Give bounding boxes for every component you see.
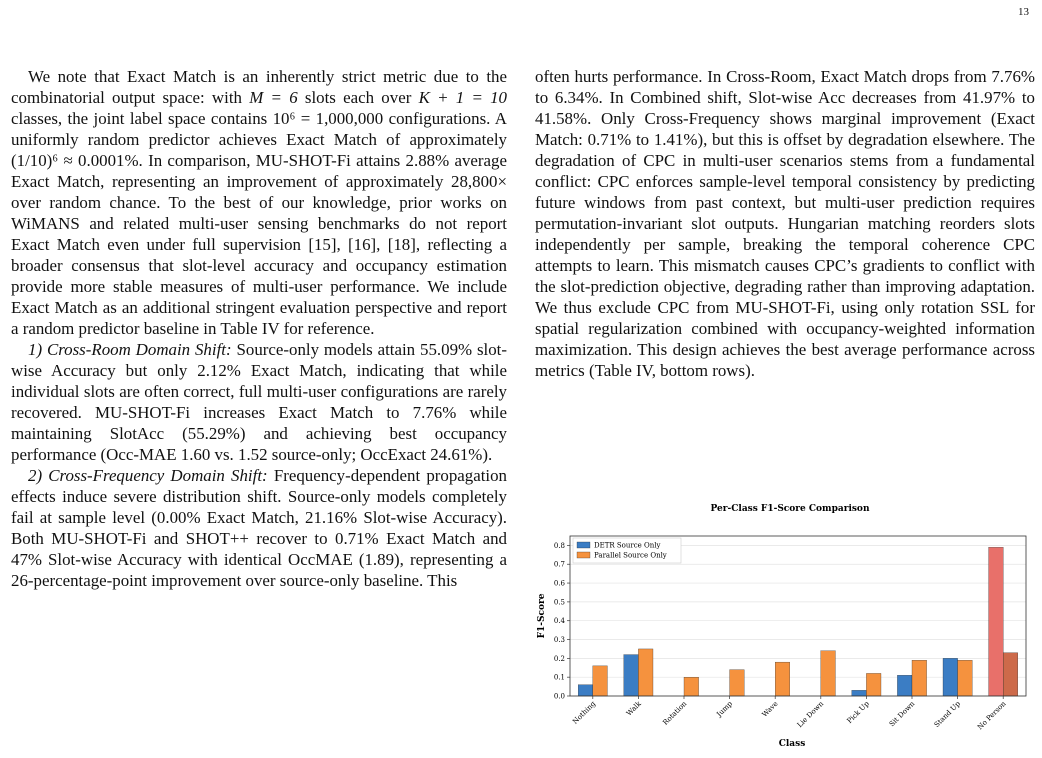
- x-tick-label: Lie Down: [795, 699, 826, 730]
- subsection-title-cross-frequency: 2) Cross-Frequency Domain Shift:: [28, 466, 268, 485]
- y-tick-label: 0.2: [553, 654, 565, 663]
- right-column: [535, 66, 1035, 381]
- chart-svg: [536, 498, 1036, 748]
- bar-detr: [624, 655, 639, 696]
- chart-title: Per-Class F1-Score Comparison: [710, 504, 870, 514]
- x-tick-label: Sit Down: [887, 699, 917, 729]
- y-tick-label: 0.7: [553, 560, 565, 569]
- bar-detr: [852, 690, 867, 696]
- bar-detr: [989, 547, 1004, 696]
- legend-swatch: [577, 542, 590, 548]
- chart-y-ticks: [554, 542, 570, 701]
- y-tick-label: 0.8: [553, 541, 565, 550]
- paragraph-cross-room: 1) Cross-Room Domain Shift: Source-only models attain 55.09% slot-wise Accuracy but only 2.12% Exact Match, indicating that while individual slots are often correct, full multi-user configurations are rarely recovered. MU-SHOT-Fi increases Exact Match to 7.76% while maintaining SlotAcc (55.29%) and achieving best occupancy performance (Occ-MAE 1.60 vs. 1.52 source-only; OccExact 24.61%).: [11, 340, 507, 464]
- y-tick-label: 0.5: [553, 598, 565, 607]
- x-tick-label: Stand Up: [932, 699, 963, 730]
- bar-parallel: [912, 660, 927, 696]
- bar-parallel: [593, 666, 608, 696]
- chart-x-axis-label: Class: [778, 739, 806, 749]
- page-number: 13: [1018, 6, 1029, 18]
- y-tick-label: 0.3: [553, 636, 565, 645]
- paragraph-exact-match: We note that Exact Match is an inherently strict metric due to the combinatorial output space: with M = 6 slots each over K + 1 = 10 classes, the joint label space contains 10⁶ = 1,000,000 configurations. A uniformly random predictor achieves Exact Match of approximately (1/10)⁶ ≈ 0.0001%. In comparison, MU-SHOT-Fi attains 2.88% average Exact Match, representing an improvement of approximately 28,800× over random chance. To the best of our knowledge, prior works on WiMANS and related multi-user sensing benchmarks do not report Exact Match even under full supervision [15], [16], [18], reflecting a broader consensus that slot-level accuracy and occupancy estimation provide more stable measures of multi-user performance. We include Exact Match as an additional stringent evaluation perspective and report a random predictor baseline in Table IV for reference.: [11, 67, 507, 338]
- bar-parallel: [958, 660, 973, 696]
- y-tick-label: 0.1: [553, 673, 565, 682]
- bar-detr: [897, 675, 912, 696]
- bar-parallel: [684, 677, 699, 696]
- legend-label: DETR Source Only: [594, 541, 661, 550]
- x-tick-label: Jump: [715, 699, 735, 719]
- bar-parallel: [730, 670, 745, 696]
- bar-parallel: [866, 673, 881, 696]
- paragraph-cross-frequency: 2) Cross-Frequency Domain Shift: Frequency-dependent propagation effects induce severe distribution shift. Source-only models completely fail at sample level (0.00% Exact Match, 21.16% Slot-wise Accuracy). Both MU-SHOT-Fi and SHOT++ recover to 0.71% Exact Match and 47% Slot-wise Accuracy with identical OccMAE (1.89), representing a 26-percentage-point improvement over source-only baseline. This: [11, 466, 507, 590]
- subsection-title-cross-room: 1) Cross-Room Domain Shift:: [28, 340, 232, 359]
- x-tick-label: Nothing: [571, 699, 598, 726]
- x-tick-label: Rotation: [661, 699, 689, 727]
- x-tick-label: Walk: [624, 699, 643, 718]
- x-tick-label: No Person: [975, 699, 1008, 732]
- bar-detr: [578, 685, 593, 696]
- f1-score-chart: [536, 498, 1036, 748]
- left-column: [11, 66, 507, 591]
- bar-parallel: [1003, 653, 1018, 696]
- legend-swatch: [577, 552, 590, 558]
- chart-legend: [573, 538, 681, 563]
- legend-label: Parallel Source Only: [594, 551, 667, 560]
- chart-x-ticks: [571, 696, 1008, 731]
- bar-parallel: [775, 662, 790, 696]
- chart-y-axis-label: F1-Score: [537, 593, 547, 639]
- y-tick-label: 0.0: [553, 692, 565, 701]
- chart-bars: [578, 547, 1018, 696]
- y-tick-label: 0.6: [553, 579, 565, 588]
- x-tick-label: Pick Up: [845, 699, 871, 726]
- bar-detr: [943, 658, 958, 696]
- paragraph-cpc: often hurts performance. In Cross-Room, Exact Match drops from 7.76% to 6.34%. In Combined shift, Slot-wise Acc decreases from 41.97% to 41.58%. Only Cross-Frequency shows marginal improvement (Exact Match: 0.71% to 1.41%), but this is offset by degradation elsewhere. The degradation of CPC in multi-user scenarios stems from a fundamental conflict: CPC enforces sample-level temporal consistency by predicting future windows from past context, but multi-user prediction requires permutation-invariant slot outputs. Hungarian matching reorders slots independently per sample, breaking the temporal coherence CPC attempts to learn. This mismatch causes CPC’s gradients to conflict with the slot-prediction objective, degrading rather than improving adaptation. We thus exclude CPC from MU-SHOT-Fi, using only rotation SSL for spatial regularization combined with occupancy-weighted information maximization. This design achieves the best average performance across metrics (Table IV, bottom rows).: [535, 67, 1035, 380]
- y-tick-label: 0.4: [553, 617, 565, 626]
- bar-parallel: [638, 649, 653, 696]
- x-tick-label: Wave: [760, 699, 780, 719]
- bar-parallel: [821, 651, 836, 696]
